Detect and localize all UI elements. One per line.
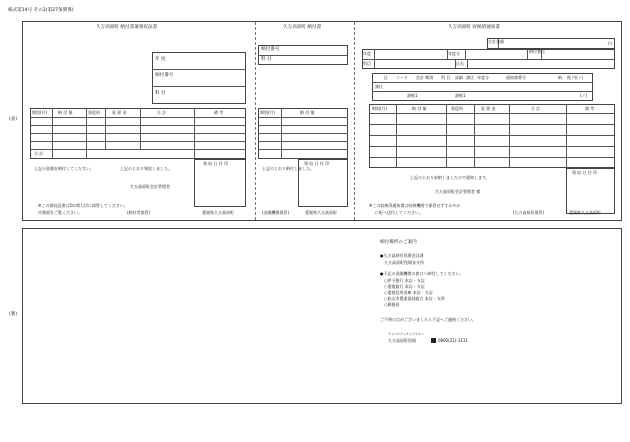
panel-separator-1 — [255, 22, 256, 220]
panel1-total-label: 合 計 — [34, 151, 44, 156]
panel1-title: 久万高原町 納付書兼領収証書 — [96, 25, 158, 30]
panel1-received-text: 上記のとおり領収しました。 — [120, 166, 172, 171]
panel1-year-label: 年 度 — [155, 57, 166, 62]
panel3-col-reminder: 督促料 — [451, 106, 463, 111]
back-bank-1: ○愛媛銀行 本店・支店 — [384, 284, 425, 289]
panel2-stamp-label: 領 収 日 付 印 — [304, 161, 330, 166]
back-contact-note: ご不明の点がございましたら下記へご連絡ください。 — [380, 317, 476, 322]
panel3-note-1: ※この収納済通知書は収納機関で保管せずすみやか — [369, 203, 461, 208]
back-bank-3: ○松山市農業協同組合 本店・支所 — [384, 296, 445, 301]
back-place-2: ●下記の金融機関の窓口へ納付してください。 — [380, 271, 464, 276]
panel1-col-notes: 備 考 — [214, 110, 224, 115]
panel3-total-label: 合計金額 — [488, 39, 504, 44]
panel3-name-label: 氏名 — [456, 61, 464, 66]
panel3-yen: 円 — [608, 41, 612, 46]
back-bank-0: ○伊予銀行 本店・支店 — [384, 278, 425, 283]
panel3-slash: (ノ) — [580, 93, 588, 98]
panel2-col-amount: 納 付 額 — [300, 110, 315, 115]
panel3-col-total: 合 計 — [531, 106, 541, 111]
panel3-code-h-7: 通知書番号 — [506, 75, 526, 80]
panel3-row-label-2: 課税1 — [455, 93, 466, 98]
panel3-code-h-2: 会計 期別 — [416, 75, 434, 80]
panel3-year-label-2: 年度分 — [448, 51, 460, 56]
panel1-stamp-box — [194, 159, 246, 207]
panel3-code-h-0: 区 — [384, 75, 388, 80]
panel3-row-label-0: 課区 — [375, 84, 383, 89]
panel1-treasurer: 久万高原町会計管理者 — [130, 184, 170, 189]
panel1-col-total: 合 計 — [157, 110, 167, 115]
panel3-col-period: 期別(月) — [372, 106, 388, 111]
panel3-payment-no-label: 納付番号 — [529, 49, 545, 54]
panel2-title: 久万高原町 納付書 — [283, 25, 322, 30]
panel3-row-label-1: 課税1 — [407, 93, 418, 98]
panel2-payment-no-label: 納付番号 — [261, 47, 280, 52]
panel3-code-h-6: 年度分 — [477, 75, 489, 80]
panel3-code-h-3: 科 目 — [441, 75, 451, 80]
back-frame — [22, 228, 622, 404]
panel3-bank: 愛媛県久万高原町 — [569, 210, 601, 215]
panel1-col-period: 期別(月) — [32, 110, 48, 115]
panel1-stamp-label: 領 収 日 付 印 — [203, 161, 229, 166]
panel2-bank: 愛媛県久万高原町 — [305, 210, 337, 215]
panel3-total-box — [487, 38, 615, 49]
panel3-col-notes: 備 考 — [585, 106, 595, 111]
panel3-col-late: 延 滞 金 — [481, 106, 496, 111]
panel1-col-reminder: 督促料 — [88, 110, 100, 115]
panel1-col-amount: 納 付 額 — [58, 110, 73, 115]
panel2-received-text: 上記のとおり納付しました。 — [262, 166, 314, 171]
phone-icon — [431, 338, 436, 343]
panel3-col-amount: 納 付 額 — [412, 106, 427, 111]
back-heading: 納付場所のご案内 — [380, 240, 417, 245]
panel1-payment-no-label: 納付番号 — [155, 73, 174, 78]
panel3-code-h-9: 税 内(ノ) — [567, 75, 584, 80]
form-number: 様式第14号 その2(第27条関係) — [8, 8, 74, 13]
panel3-receipt-text: 上記のとおり収納しましたので通知します。 — [410, 175, 490, 180]
panel3-subject-label: 科目 — [363, 61, 371, 66]
panel2-keeper: (金融機関保管) — [262, 210, 290, 215]
panel1-subject-label: 科 目 — [155, 91, 166, 96]
panel1-col-late: 延 滞 金 — [112, 110, 127, 115]
back-office: 久万高原町役場 — [388, 338, 416, 343]
back-bank-2: ○愛媛信用金庫 本店・支店 — [384, 290, 433, 295]
panel2-stamp-box — [298, 159, 348, 207]
back-side-label: (裏) — [9, 312, 18, 317]
back-office-furigana: クマコウゲンチョウヤクバ — [388, 332, 424, 336]
panel1-bank: 愛媛県久万高原町 — [202, 210, 234, 215]
panel1-receipt-text: 上記の金額を納付してください。 — [34, 166, 94, 171]
panel3-code-h-1: コード — [396, 75, 408, 80]
back-place-1: ●久万高原町役場会計課 — [380, 253, 424, 258]
back-phone: 0892(21)-1111 — [438, 338, 469, 343]
panel-separator-2 — [354, 22, 355, 220]
back-bank-4: ○郵便局 — [384, 302, 400, 307]
panel3-stamp-label: 領 収 日 付 印 — [572, 170, 598, 175]
panel2-col-period: 期別(月) — [260, 110, 276, 115]
back-place-1-line-2: 久万高原町役場各支所 — [384, 260, 424, 265]
panel3-keeper: (久万高原町保管) — [513, 210, 545, 215]
front-side-label: (表) — [9, 117, 18, 122]
panel2-subject-label: 科 目 — [261, 57, 272, 62]
panel3-title: 久万高原町 収納済通知書 — [448, 25, 500, 30]
panel3-treasurer: 久万高原町会計管理者 様 — [435, 189, 481, 194]
panel1-note-2: 市書面をご覧ください。 — [38, 210, 82, 215]
panel1-note-1: ※この領収証書は5年間大切に保管してください。 — [38, 203, 128, 208]
panel3-note-2: に町へ送付してください。 — [375, 210, 423, 215]
panel3-code-h-4: 詳細 — [455, 75, 463, 80]
panel3-code-h-8: 納 — [558, 75, 562, 80]
panel3-year-label: 年度 — [363, 51, 371, 56]
panel1-keeper: (納付者保管) — [127, 210, 151, 215]
panel3-code-h-5: 課区 — [466, 75, 474, 80]
